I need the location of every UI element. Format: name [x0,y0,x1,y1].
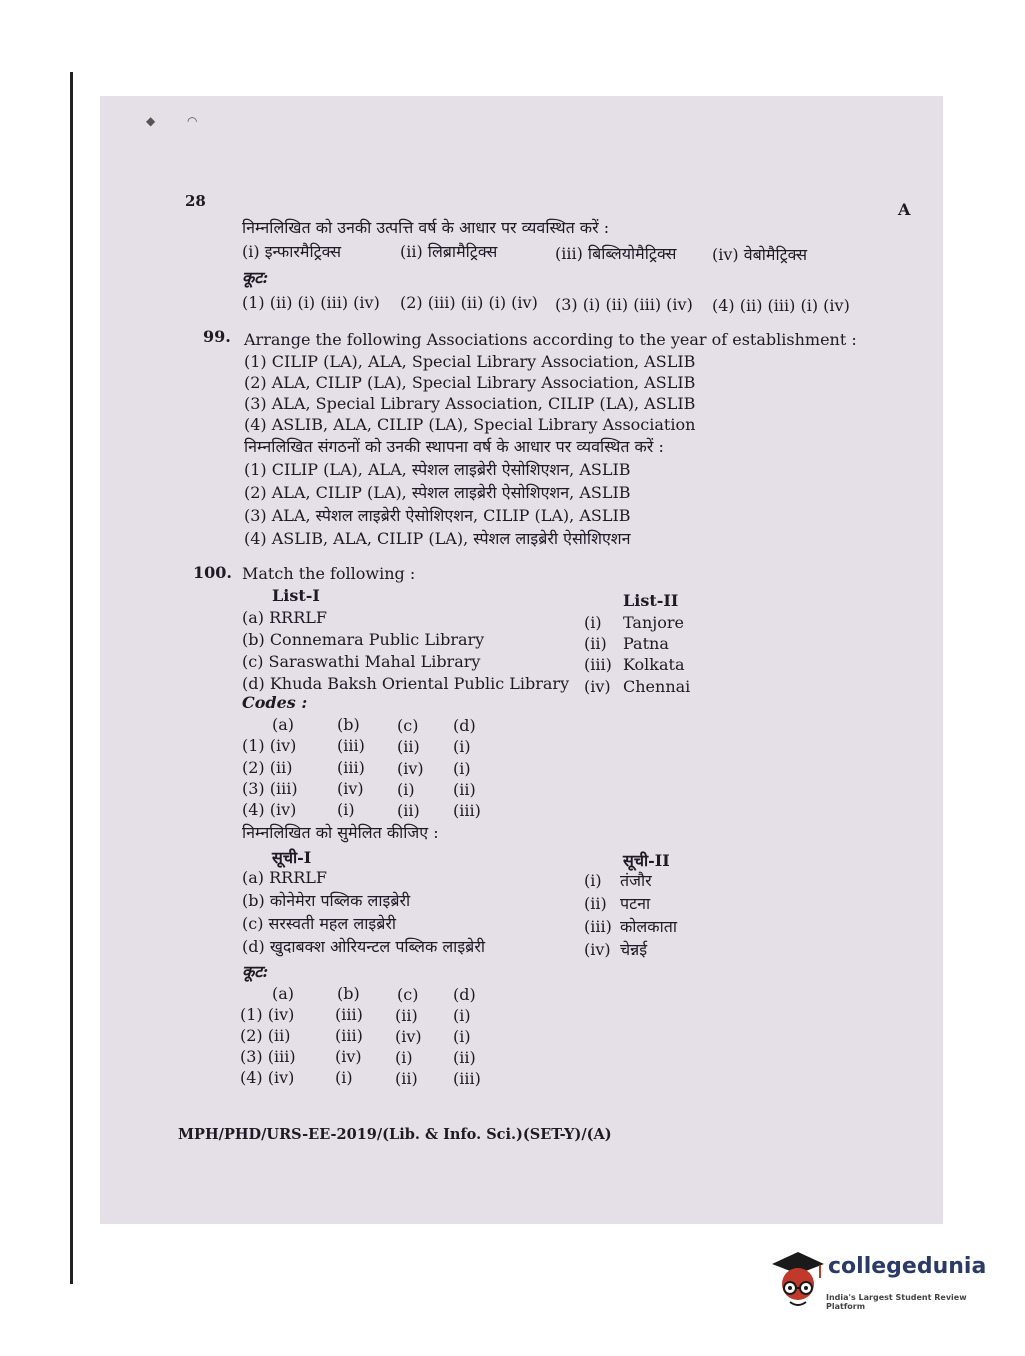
q98-code-label: कूट: [242,268,269,287]
code-cell: (i) [453,1006,471,1025]
q99-option-hi: (4) ASLIB, ALA, CILIP (LA), स्पेशल लाइब्रेरी ऐसोशिएशन [244,529,631,548]
list2-num: (iii) [584,655,612,674]
code-cell: (i) [395,1048,413,1067]
q99-number: 99. [203,327,231,346]
q98-option: (1) (ii) (i) (iii) (iv) [242,293,380,312]
code-cell: (2) (ii) [242,758,293,777]
q98-item: (iii) बिब्लियोमैट्रिक्स [555,244,677,263]
code-cell: (ii) [397,737,420,756]
q99-option-en: (4) ASLIB, ALA, CILIP (LA), Special Library Association [244,415,696,434]
collegedunia-logo[interactable] [768,1248,998,1318]
code-cell: (ii) [453,1048,476,1067]
list2-item-hi: तंजौर [620,871,652,890]
q100-question-en: Match the following : [242,564,416,583]
logo-wordmark: collegedunia [828,1254,987,1279]
q99-option-hi: (1) CILIP (LA), ALA, स्पेशल लाइब्रेरी ऐसोशिएशन, ASLIB [244,460,631,479]
list2-item-hi: कोलकाता [620,917,677,936]
code-cell: (i) [453,759,471,778]
code-cell: (iii) [337,736,365,755]
list1-item: (a) RRRLF [242,608,327,627]
code-cell: (iv) [395,1027,422,1046]
q98-option: (3) (i) (ii) (iii) (iv) [555,295,693,314]
list2-item: Tanjore [623,613,684,632]
codes-header: (d) [453,985,476,1004]
scan-mark: ◆ [146,114,156,128]
code-cell: (3) (iii) [242,779,298,798]
code-cell: (i) [453,1027,471,1046]
q99-option-hi: (2) ALA, CILIP (LA), स्पेशल लाइब्रेरी ऐसोशिएशन, ASLIB [244,483,631,502]
code-cell: (i) [453,737,471,756]
list1-item: (c) Saraswathi Mahal Library [242,652,481,671]
list2-num: (iv) [584,677,611,696]
list2-num-hi: (ii) [584,894,607,913]
codes-header: (a) [272,984,295,1003]
q99-option-en: (3) ALA, Special Library Association, CILIP (LA), ASLIB [244,394,696,413]
list1-item: (b) Connemara Public Library [242,630,485,649]
q99-option-en: (1) CILIP (LA), ALA, Special Library Association, ASLIB [244,352,696,371]
code-cell: (iii) [453,801,481,820]
list1-heading: List-I [272,586,320,605]
q98-item: (i) इन्फारमैट्रिक्स [242,242,342,261]
code-cell: (4) (iv) [240,1068,295,1087]
list2-item: Kolkata [623,655,685,674]
scan-edge [70,72,73,1284]
list1-item-hi: (b) कोनेमेरा पब्लिक लाइब्रेरी [242,891,411,910]
code-cell: (ii) [397,801,420,820]
codes-header: (c) [397,985,419,1004]
q99-option-en: (2) ALA, CILIP (LA), Special Library Association, ASLIB [244,373,696,392]
list1-item-hi: (a) RRRLF [242,868,327,887]
codes-label: Codes : [242,693,308,712]
code-cell: (iv) [337,779,364,798]
list1-item: (d) Khuda Baksh Oriental Public Library [242,674,570,693]
q100-number: 100. [193,563,232,582]
code-cell: (i) [397,780,415,799]
q100-question-hi: निम्नलिखित को सुमेलित कीजिए : [242,823,439,842]
code-cell: (iii) [453,1069,481,1088]
list2-item-hi: चेन्नई [620,940,648,959]
list2-item-hi: पटना [620,894,651,913]
code-cell: (i) [337,800,355,819]
list2-heading-hi: सूची-II [623,851,670,870]
codes-header: (c) [397,716,419,735]
list2-num-hi: (iv) [584,940,611,959]
list2-num-hi: (iii) [584,917,612,936]
page-number: 28 [185,192,206,210]
list2-heading: List-II [623,591,679,610]
code-cell: (iii) [335,1026,363,1045]
q99-option-hi: (3) ALA, स्पेशल लाइब्रेरी ऐसोशिएशन, CILIP (LA), ASLIB [244,506,631,525]
list1-item-hi: (c) सरस्वती महल लाइब्रेरी [242,914,397,933]
q98-option: (2) (iii) (ii) (i) (iv) [400,293,538,312]
code-cell: (iv) [335,1047,362,1066]
code-cell: (4) (iv) [242,800,297,819]
codes-label-hi: कूट: [242,962,269,981]
code-cell: (1) (iv) [242,736,297,755]
codes-header: (b) [337,715,360,734]
q99-question-en: Arrange the following Associations according to the year of establishment : [244,330,857,349]
codes-header: (b) [337,984,360,1003]
exam-page [100,96,943,1224]
code-cell: (iii) [337,758,365,777]
code-cell: (ii) [395,1006,418,1025]
code-cell: (iii) [335,1005,363,1024]
list2-num-hi: (i) [584,871,602,890]
code-cell: (iv) [397,759,424,778]
q98-item: (ii) लिब्रामैट्रिक्स [400,242,498,261]
list2-num: (ii) [584,634,607,653]
q98-option: (4) (ii) (iii) (i) (iv) [712,296,850,315]
list2-item: Chennai [623,677,691,696]
code-cell: (2) (ii) [240,1026,291,1045]
codes-header: (a) [272,715,295,734]
logo-tagline: India's Largest Student Review Platform [826,1293,967,1311]
mascot-icon [768,1248,826,1318]
paper-code-footer: MPH/PHD/URS-EE-2019/(Lib. & Info. Sci.)(SET-Y)/(A) [178,1126,612,1143]
q98-instruction-hi: निम्नलिखित को उनकी उत्पत्ति वर्ष के आधार पर व्यवस्थित करें : [242,218,610,237]
code-cell: (1) (iv) [240,1005,295,1024]
scan-mark: ◠ [187,114,198,128]
code-cell: (i) [335,1068,353,1087]
list1-heading-hi: सूची-I [272,848,312,867]
q98-item: (iv) वेबोमैट्रिक्स [712,245,808,264]
set-label: A [898,200,911,219]
code-cell: (3) (iii) [240,1047,296,1066]
list2-item: Patna [623,634,669,653]
q99-question-hi: निम्नलिखित संगठनों को उनकी स्थापना वर्ष के आधार पर व्यवस्थित करें : [244,437,664,456]
code-cell: (ii) [453,780,476,799]
list2-num: (i) [584,613,602,632]
code-cell: (ii) [395,1069,418,1088]
codes-header: (d) [453,716,476,735]
list1-item-hi: (d) खुदाबक्श ओरियन्टल पब्लिक लाइब्रेरी [242,937,486,956]
